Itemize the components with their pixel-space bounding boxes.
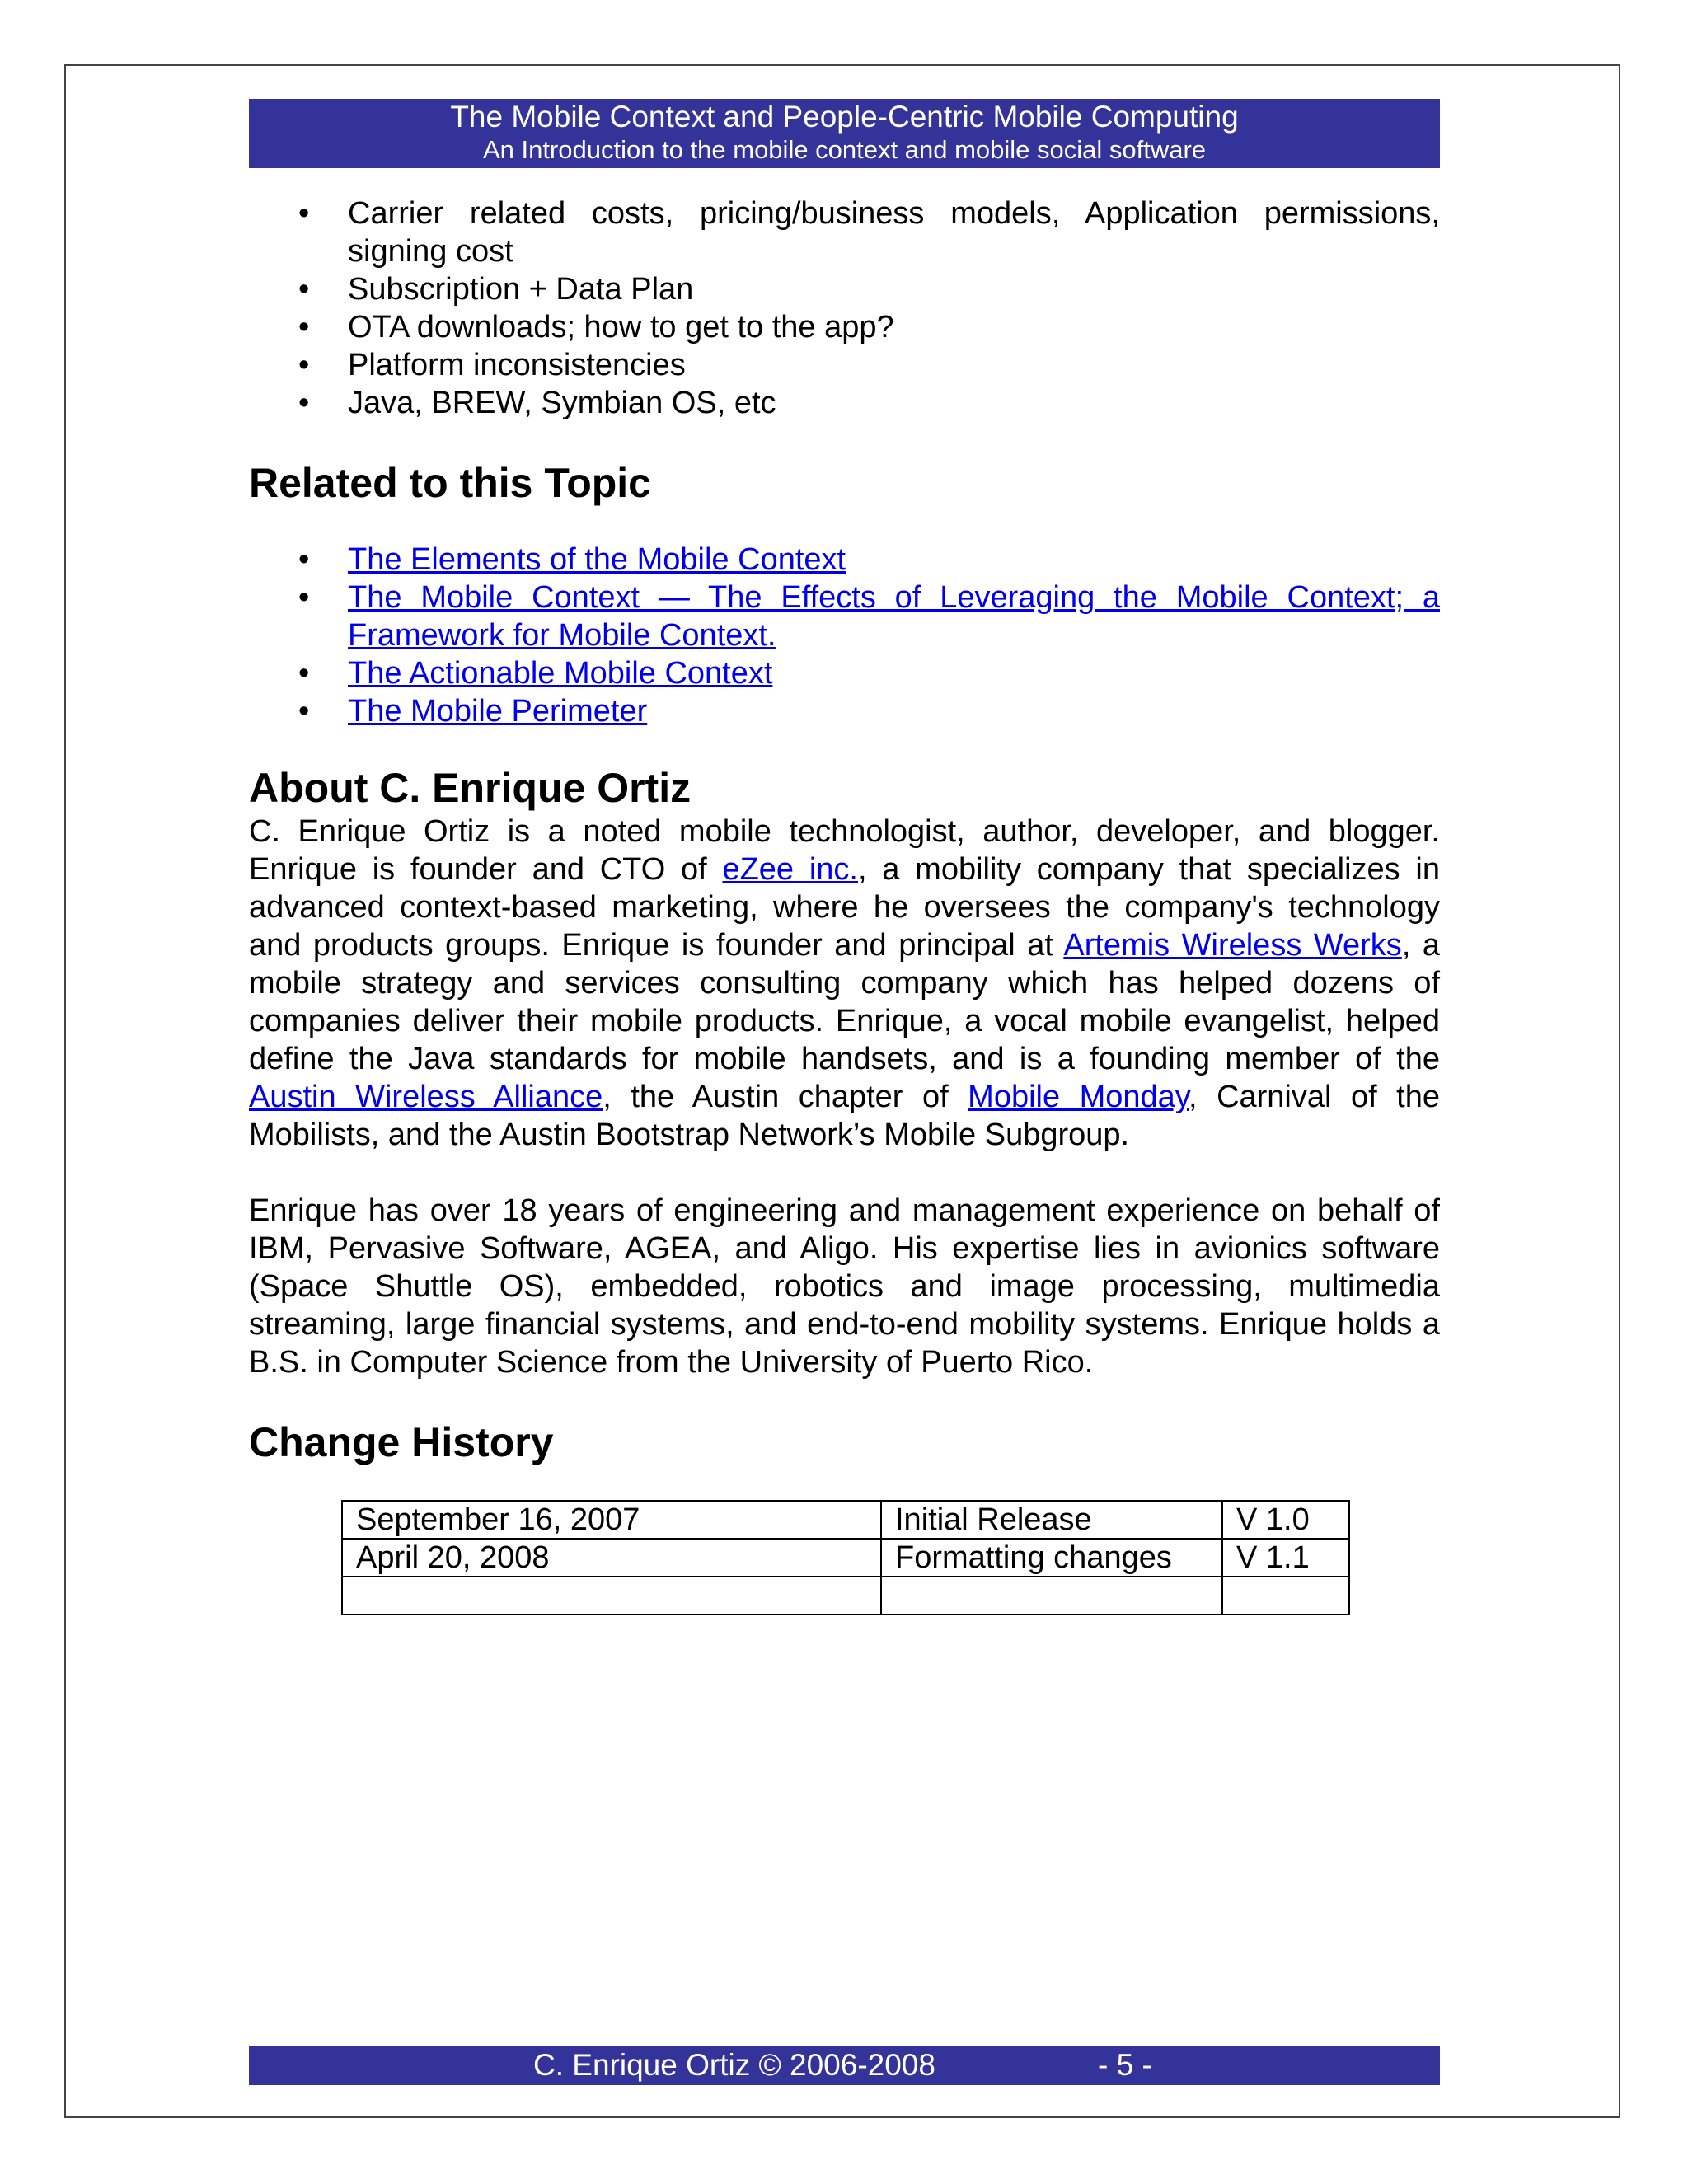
about-text: C. Enrique Ortiz is a noted mobile technologist, author, developer, and blogger. Enrique is founder and CTO of [249,814,1440,887]
list-item: • OTA downloads; how to get to the app? [249,308,1440,346]
austin-wireless-link[interactable]: Austin Wireless Alliance [249,1080,603,1114]
list-item [249,692,1440,730]
footer-bar [249,2046,1440,2085]
list-item [249,654,1440,692]
header-subtitle: An Introduction to the mobile context and mobile social software [482,135,1207,164]
header-title: The Mobile Context and People-Centric Mobile Computing [450,100,1239,134]
table-cell-version: V 1.0 [1222,1501,1349,1539]
ezee-link[interactable]: eZee inc. [722,852,858,887]
related-links-list [249,541,1440,730]
list-item: • Carrier related costs, pricing/business models, Application permissions, signing cost [249,194,1440,270]
page-number: - 5 - [1098,2048,1152,2082]
table-row [342,1577,1349,1615]
about-paragraph-2: Enrique has over 18 years of engineering and management experience on behalf of IBM, Pervasive Software, AGEA, and Aligo. His expertise lies in avionics software (Space Shuttle OS), embedded, robotics and image processing, multimedia streaming, large financial systems, and end-to-end mobility systems. Enrique holds a B.S. in Computer Science from the University of Puerto Rico. [249,1193,1440,1380]
page-content [249,194,1440,1615]
table-cell-description [881,1577,1222,1615]
table-cell-date: September 16, 2007 [342,1501,881,1539]
list-item: • Java, BREW, Symbian OS, etc [249,384,1440,422]
artemis-link[interactable]: Artemis Wireless Werks [1063,928,1402,963]
table-row [342,1539,1349,1577]
table-row [342,1501,1349,1539]
about-text: , Carnival of the Mobilists, and the Austin Bootstrap Network’s Mobile Subgroup. [249,1080,1440,1152]
change-history-table [341,1500,1350,1615]
list-item: • Platform inconsistencies [249,346,1440,384]
list-item [249,579,1440,654]
about-text: , a mobility company that specializes in advanced context-based marketing, where he oversees the company's technology and products groups. Enrique is founder and principal at [249,852,1441,963]
history-heading: Change History [249,1419,554,1465]
about-text: , a mobile strategy and services consulting company which has helped dozens of companies deliver their mobile products. Enrique, a vocal mobile evangelist, helped define the Java standards for mobile handsets, and is a founding member of the [249,928,1441,1076]
about-heading: About C. Enrique Ortiz [249,765,692,811]
related-link-elements[interactable]: The Elements of the Mobile Context [348,542,846,577]
footer-author: C. Enrique Ortiz © 2006-2008 [533,2048,935,2082]
related-link-perimeter[interactable]: The Mobile Perimeter [348,694,648,729]
bullet-list [249,194,1440,422]
table-cell-version [1222,1577,1349,1615]
about-text: , the Austin chapter of [603,1080,968,1114]
related-link-actionable[interactable]: The Actionable Mobile Context [348,656,773,691]
list-item: • Subscription + Data Plan [249,270,1440,308]
mobile-monday-link[interactable]: Mobile Monday [968,1080,1189,1114]
related-heading: Related to this Topic [249,460,651,506]
table-cell-version: V 1.1 [1222,1539,1349,1577]
table-cell-description: Formatting changes [881,1539,1222,1577]
about-paragraph-1 [249,813,1440,1154]
list-item [249,541,1440,579]
table-cell-description: Initial Release [881,1501,1222,1539]
table-cell-date [342,1577,881,1615]
table-cell-date: April 20, 2008 [342,1539,881,1577]
header-bar [249,99,1440,168]
related-link-effects[interactable]: The Mobile Context — The Effects of Leveraging the Mobile Context; a Framework for Mobile Context. [348,580,1440,653]
